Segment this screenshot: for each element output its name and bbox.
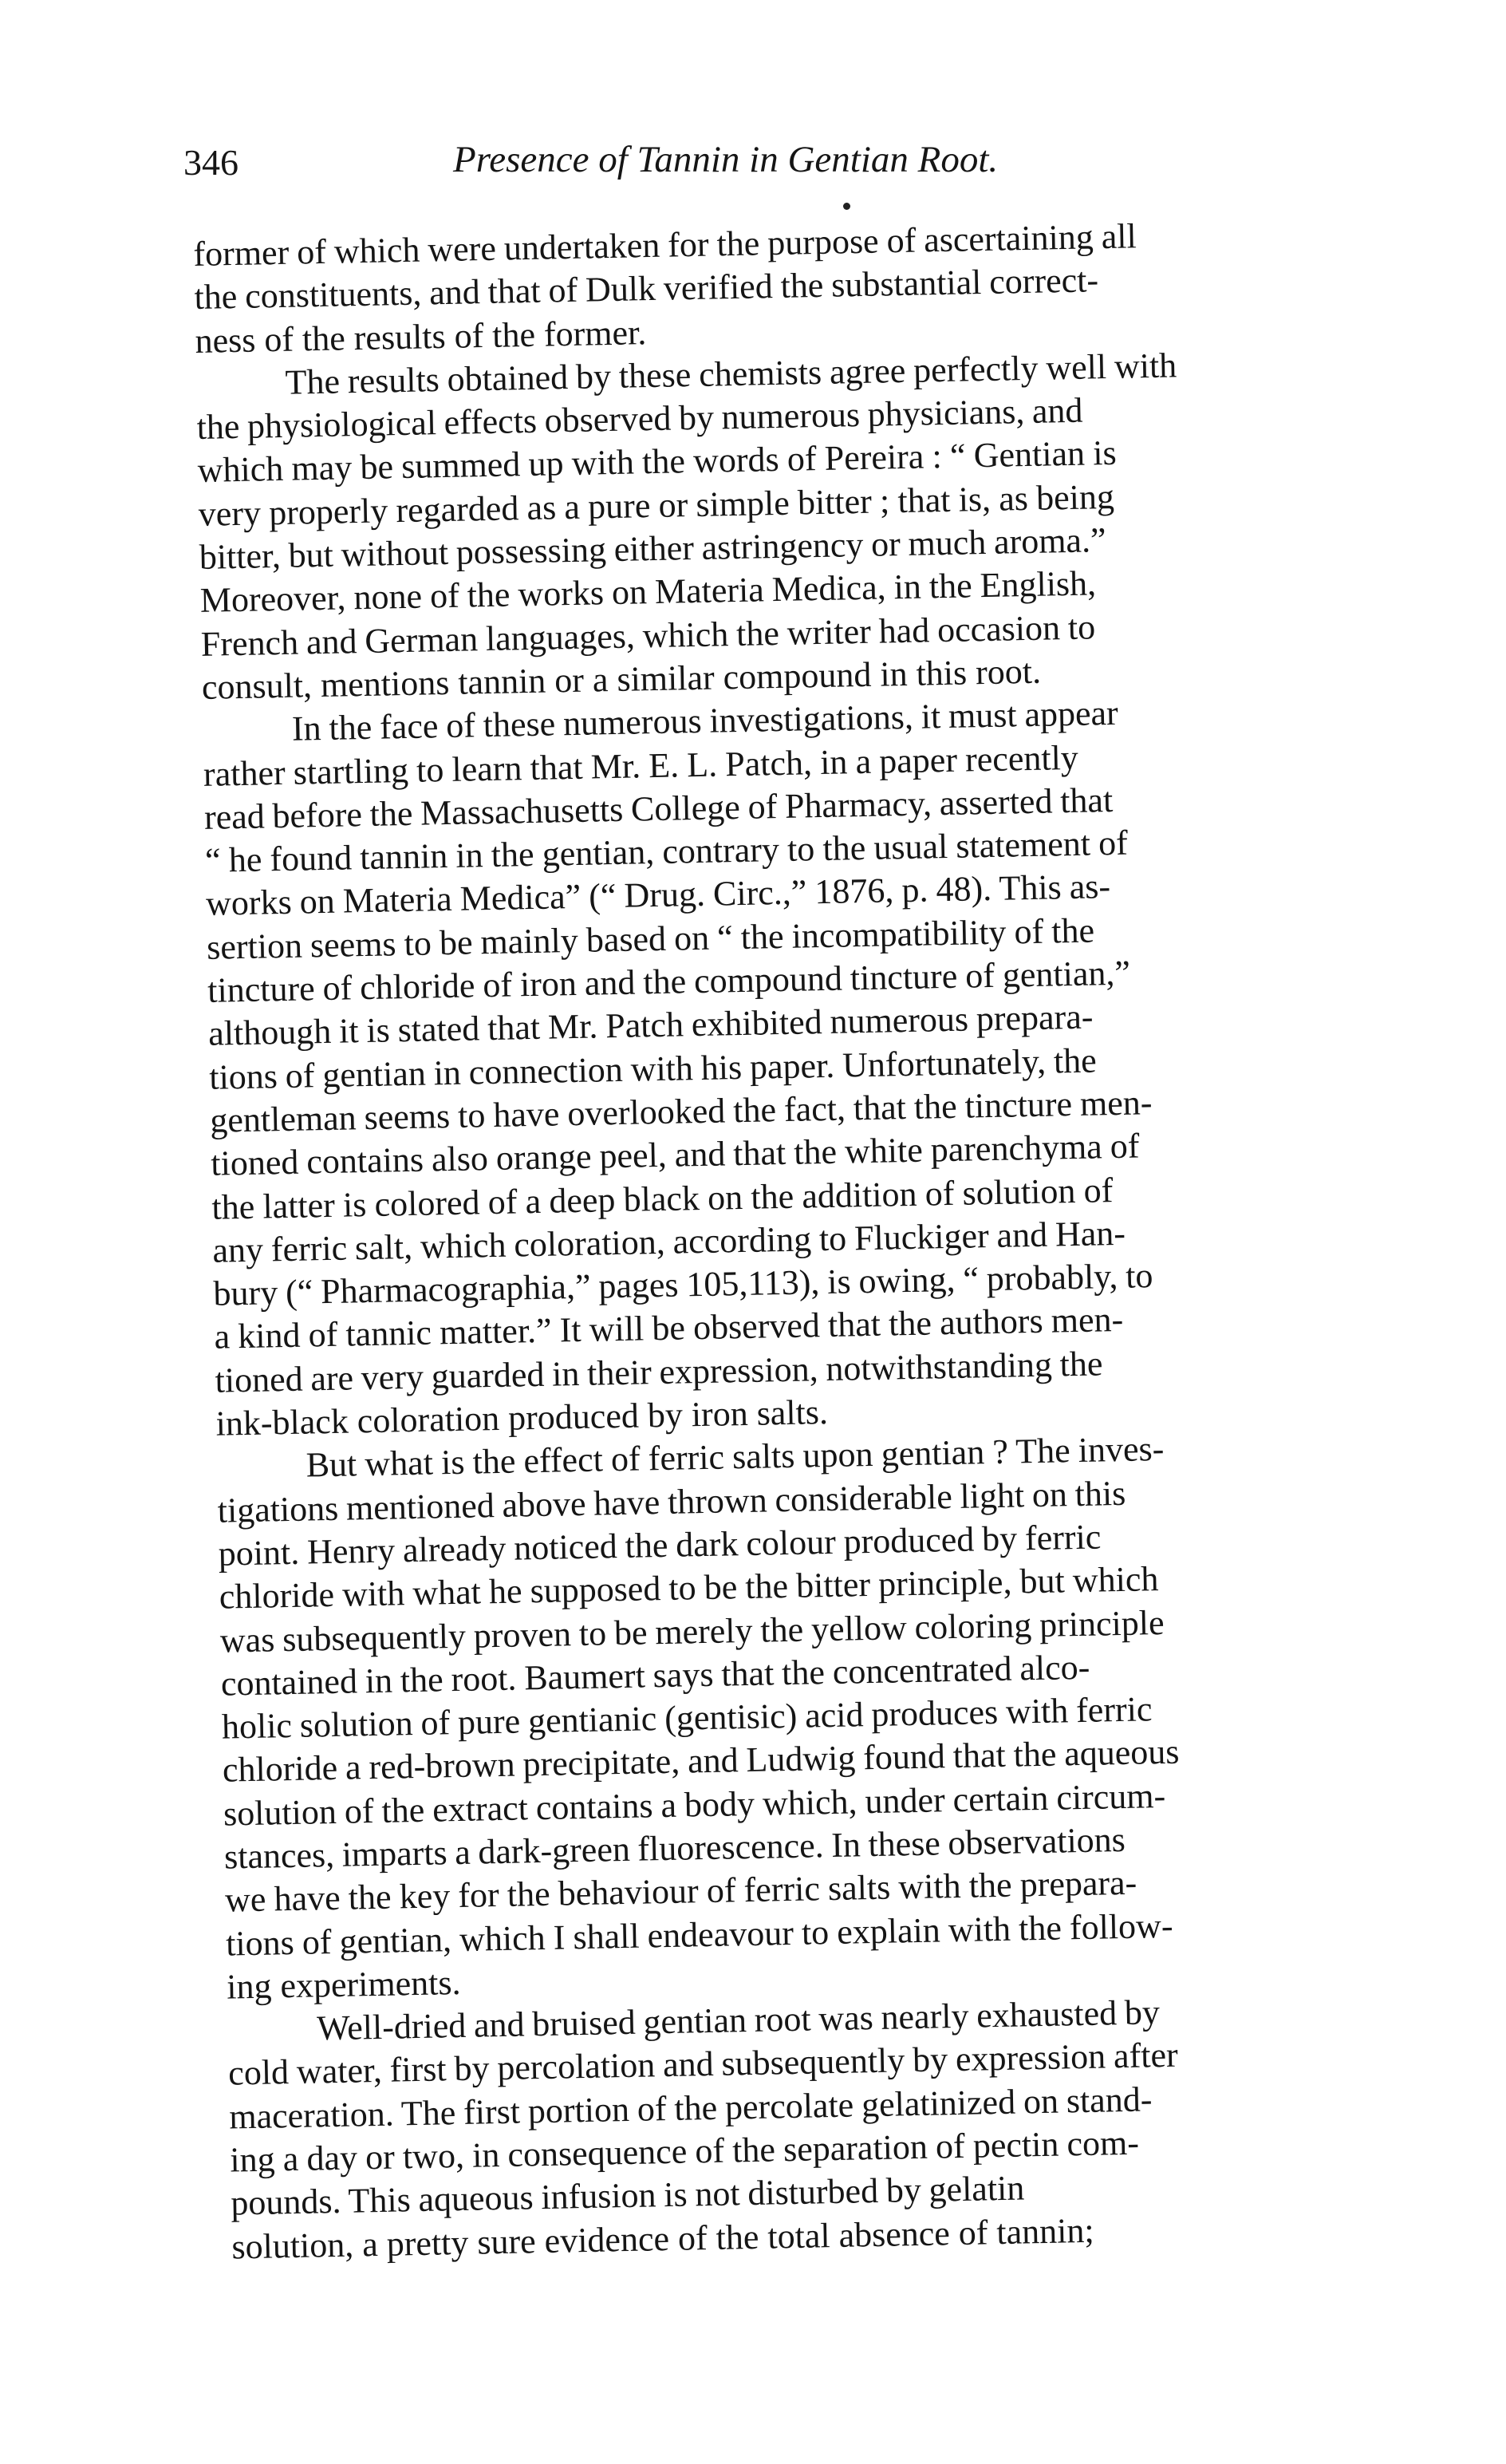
text-line: point. Henry already noticed the dark colour produced by ferric <box>218 1517 1102 1574</box>
paragraph-first-line: The results obtained by these chemists agree perfectly well with <box>285 346 1177 402</box>
text-line: tioned contains also orange peel, and that the white parenchyma of <box>210 1126 1140 1184</box>
text-line: although it is stated that Mr. Patch exhibited numerous prepara- <box>207 997 1094 1054</box>
text-line: ness of the results of the former. <box>195 312 647 361</box>
text-line: pounds. This aqueous infusion is not disturbed by gelatin <box>230 2168 1025 2223</box>
text-line: consult, mentions tannin or a similar compound in this root. <box>201 651 1042 707</box>
text-line: any ferric salt, which coloration, according to Fluckiger and Han- <box>212 1213 1126 1270</box>
text-line: solution, a pretty sure evidence of the total absence of tannin; <box>231 2210 1095 2267</box>
text-line: bury (“ Pharmacographia,” pages 105,113), is owing, “ probably, to <box>213 1256 1153 1313</box>
text-line: tioned are very guarded in their expression, notwithstanding the <box>215 1344 1103 1400</box>
text-line: which may be summed up with the words of Pereira : “ Gentian is <box>197 433 1118 491</box>
text-line: very properly regarded as a pure or simple bitter ; that is, as being <box>198 476 1115 534</box>
text-line: cold water, first by percolation and subsequently by expression after <box>227 2036 1179 2094</box>
text-line: Moreover, none of the works on Materia Medica, in the English, <box>199 563 1097 621</box>
text-line: stances, imparts a dark-green fluorescence. In these observations <box>223 1819 1126 1877</box>
text-line: the physiological effects observed by numerous physicians, and <box>196 390 1083 448</box>
text-line: “ he found tannin in the gentian, contrary to the usual statement of <box>204 823 1129 881</box>
paragraph-first-line: Well-dried and bruised gentian root was nearly exhausted by <box>316 1992 1161 2048</box>
text-line: former of which were undertaken for the purpose of ascertaining all <box>193 216 1137 274</box>
text-line: was subsequently proven to be merely the yellow coloring principle <box>219 1602 1165 1660</box>
ornament-dot <box>843 203 850 210</box>
text-line: tincture of chloride of iron and the compound tincture of gentian,” <box>207 953 1131 1010</box>
text-line: a kind of tannic matter.” It will be observed that the authors men- <box>214 1300 1124 1357</box>
text-line: holic solution of pure gentianic (gentisic) acid produces with ferric <box>221 1689 1153 1747</box>
text-line: ing a day or two, in consequence of the separation of pectin com- <box>229 2122 1140 2180</box>
text-line: tions of gentian in connection with his paper. Unfortunately, the <box>208 1040 1098 1097</box>
text-line: gentleman seems to have overlooked the fact, that the tincture men- <box>209 1083 1153 1140</box>
text-line: the latter is colored of a deep black on the addition of solution of <box>211 1170 1114 1227</box>
text-line: ing experiments. <box>226 1962 461 2007</box>
text-line: read before the Massachusetts College of Pharmacy, asserted that <box>203 780 1114 837</box>
paragraph-first-line: But what is the effect of ferric salts upon gentian ? The inves- <box>306 1429 1165 1485</box>
text-line: contained in the root. Baumert says that the concentrated alco- <box>220 1647 1090 1704</box>
text-line: sertion seems to be mainly based on “ the incompatibility of the <box>206 910 1095 967</box>
body-text <box>193 208 1506 2269</box>
paragraph-first-line: In the face of these numerous investigations, it must appear <box>291 693 1119 748</box>
running-title: Presence of Tannin in Gentian Root. <box>453 139 999 180</box>
text-line: works on Materia Medica” (“ Drug. Circ.,” 1876, p. 48). This as- <box>205 867 1111 924</box>
text-line: French and German languages, which the writer had occasion to <box>200 607 1096 664</box>
text-line: chloride a red-brown precipitate, and Ludwig found that the aqueous <box>222 1732 1180 1791</box>
text-line: rather startling to learn that Mr. E. L. Patch, in a paper recently <box>203 737 1079 794</box>
text-line: chloride with what he supposed to be the bitter principle, but which <box>219 1559 1159 1617</box>
text-line: ink-black coloration produced by iron salts. <box>215 1392 829 1443</box>
text-line: maceration. The first portion of the percolate gelatinized on stand- <box>228 2079 1153 2137</box>
text-line: solution of the extract contains a body which, under certain circum- <box>223 1775 1166 1834</box>
text-line: tigations mentioned above have thrown considerable light on this <box>217 1473 1126 1530</box>
text-line: we have the key for the behaviour of ferric salts with the prepara- <box>224 1862 1137 1920</box>
text-line: bitter, but without possessing either astringency or much aroma.” <box>199 520 1106 577</box>
page-number: 346 <box>183 142 239 183</box>
text-line: the constituents, and that of Dulk verified the substantial correct- <box>194 260 1099 318</box>
text-line: tions of gentian, which I shall endeavour to explain with the follow- <box>225 1905 1173 1964</box>
